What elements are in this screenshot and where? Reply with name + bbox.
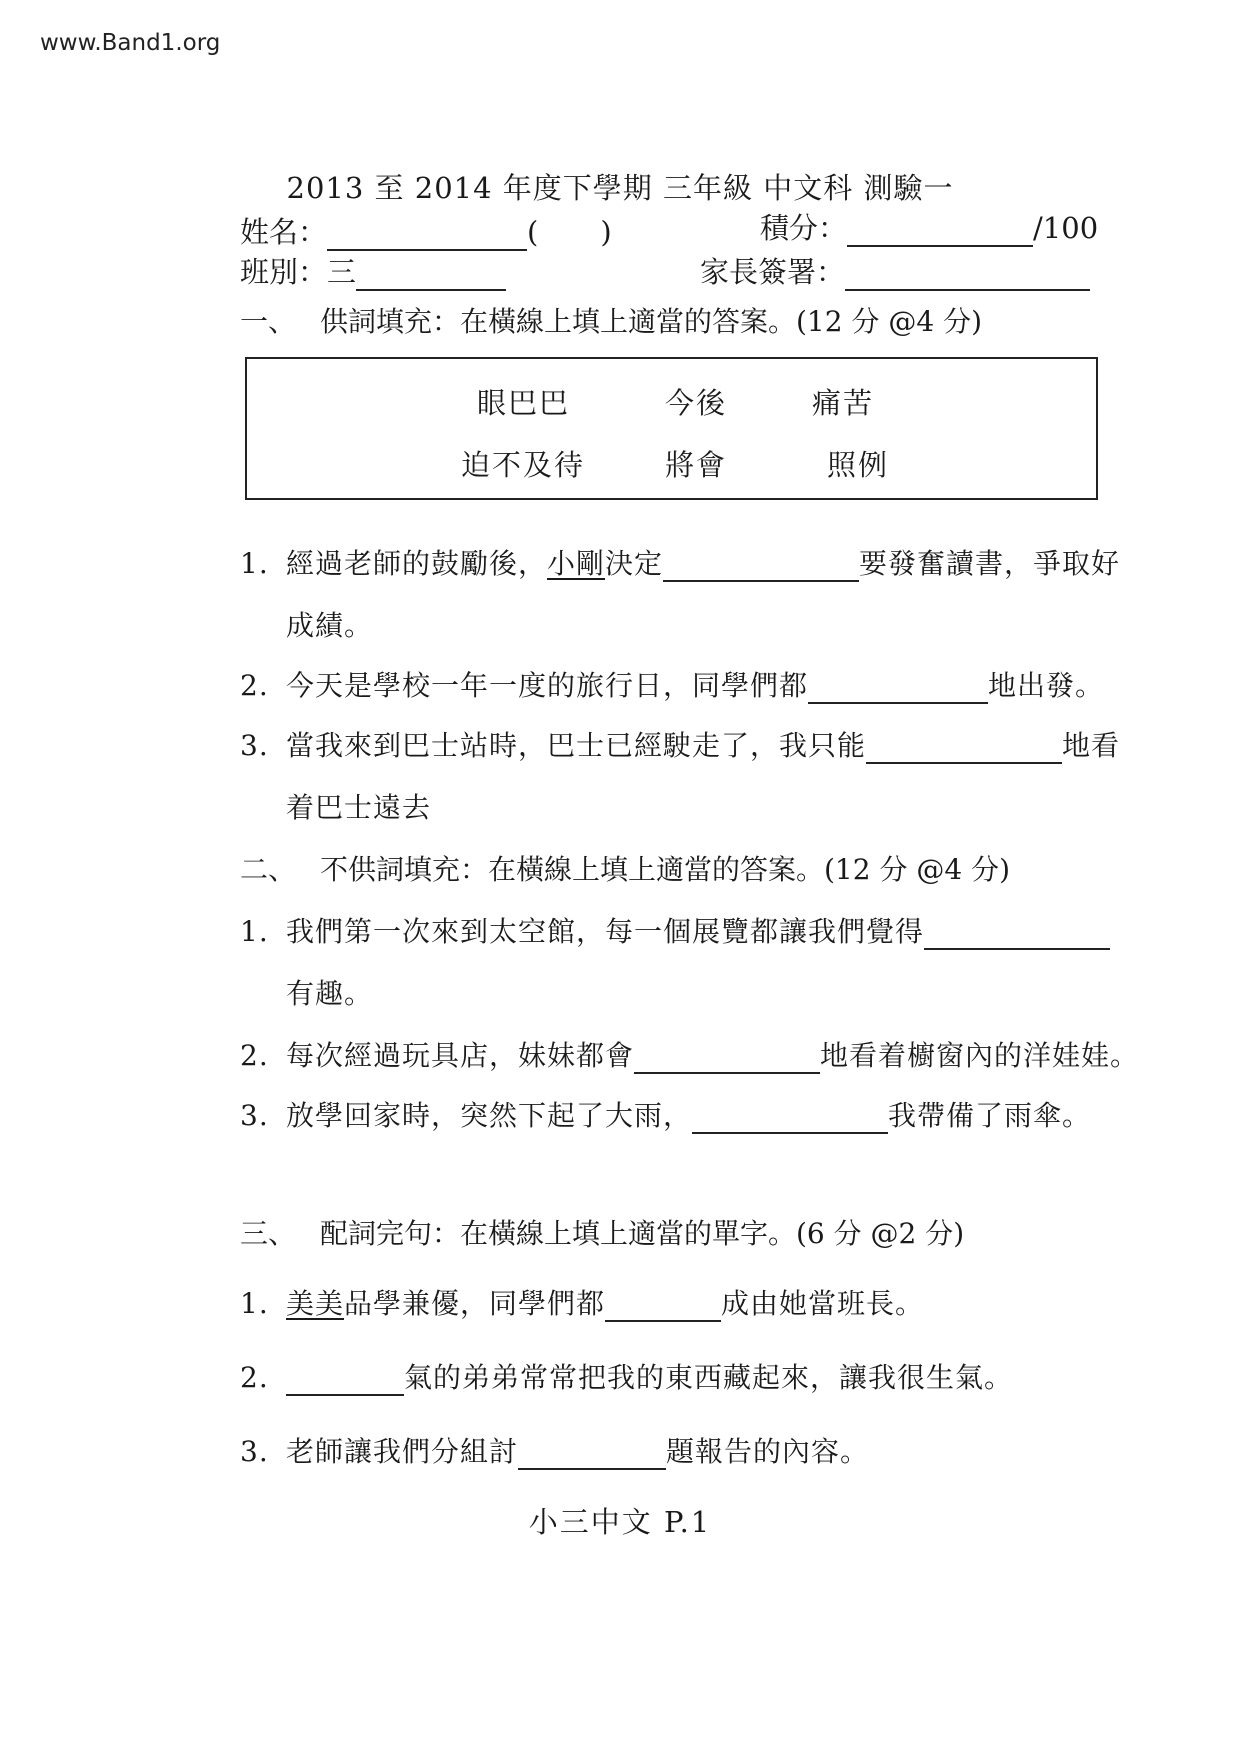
word-bank-item: 照例 <box>827 448 890 482</box>
answer-blank <box>692 1132 888 1134</box>
score-field <box>760 206 1098 247</box>
section-2-heading <box>240 848 1010 888</box>
question-number: 1. <box>240 1287 269 1320</box>
parent-sign-blank <box>845 289 1090 291</box>
question-text: 氣的弟弟常常把我的東西藏起來，讓我很生氣。 <box>404 1361 1014 1394</box>
watermark: www.Band1.org <box>40 30 221 56</box>
page-title: 2013 至 2014 年度下學期 三年級 中文科 測驗一 <box>286 171 954 205</box>
class-label: 班別：三 <box>240 255 357 289</box>
word-bank-item: 將會 <box>665 448 728 482</box>
question-number: 3. <box>240 1099 269 1132</box>
question-text: 決定 <box>605 547 664 580</box>
answer-blank <box>634 1072 820 1074</box>
word-bank <box>245 357 1098 500</box>
class-field <box>240 250 506 291</box>
question-number: 2. <box>240 1361 269 1394</box>
underlined-name: 小剛 <box>547 547 606 580</box>
question-text: 當我來到巴士站時，巴士已經駛走了，我只能 <box>286 729 867 762</box>
section-number: 三、 <box>240 1217 297 1250</box>
word-bank-item: 今後 <box>665 386 728 420</box>
question <box>240 1034 1139 1074</box>
section-number: 一、 <box>240 305 297 338</box>
answer-blank <box>518 1468 666 1470</box>
class-number-open: ( <box>527 215 539 249</box>
question-text: 老師讓我們分組討 <box>286 1435 519 1468</box>
score-label: 積分： <box>760 211 848 245</box>
question-number: 2. <box>240 669 269 702</box>
question-text: 今天是學校一年一度的旅行日，同學們都 <box>286 669 809 702</box>
question-text: 我們第一次來到太空館，每一個展覽都讓我們覺得 <box>286 915 925 948</box>
question-text: 地看 <box>1062 729 1121 762</box>
answer-blank <box>286 1394 404 1396</box>
score-total: /100 <box>1033 211 1099 245</box>
question-number: 2. <box>240 1039 269 1072</box>
question-text: 地出發。 <box>988 669 1105 702</box>
section-number: 二、 <box>240 853 297 886</box>
question-text: 經過老師的鼓勵後， <box>286 547 548 580</box>
answer-blank <box>605 1320 721 1322</box>
section-3-heading <box>240 1212 964 1252</box>
question <box>240 1356 1013 1396</box>
section-title: 供詞填充：在橫線上填上適當的答案。(12 分 @4 分) <box>320 305 982 338</box>
question-text: 我帶備了雨傘。 <box>888 1099 1092 1132</box>
word-bank-item: 迫不及待 <box>461 448 586 482</box>
question <box>240 910 1110 950</box>
question-text: 每次經過玩具店，妹妹都會 <box>286 1039 635 1072</box>
section-1-heading <box>240 300 982 340</box>
question-number: 1. <box>240 547 269 580</box>
question <box>240 1430 869 1470</box>
name-label: 姓名： <box>240 215 328 249</box>
question-number: 3. <box>240 729 269 762</box>
question-text: 品學兼優，同學們都 <box>344 1287 606 1320</box>
word-bank-item: 痛苦 <box>812 386 875 420</box>
question <box>240 1094 1091 1134</box>
question-text: 成由她當班長。 <box>721 1287 925 1320</box>
question-continuation: 着巴士遠去 <box>286 791 432 824</box>
question <box>240 1282 924 1322</box>
class-blank <box>356 289 506 291</box>
question-number: 3. <box>240 1435 269 1468</box>
answer-blank <box>866 762 1062 764</box>
answer-blank <box>808 702 988 704</box>
answer-blank <box>924 948 1110 950</box>
class-number-close: ) <box>600 215 612 249</box>
section-title: 配詞完句：在橫線上填上適當的單字。(6 分 @2 分) <box>320 1217 965 1250</box>
question-continuation: 成績。 <box>286 609 374 642</box>
question-text: 放學回家時，突然下起了大雨， <box>286 1099 693 1132</box>
word-bank-item: 眼巴巴 <box>477 386 571 420</box>
parent-sign-field <box>700 250 1090 291</box>
question-text: 題報告的內容。 <box>666 1435 870 1468</box>
score-blank <box>847 245 1033 247</box>
question-number: 1. <box>240 915 269 948</box>
question-text: 地看着櫥窗內的洋娃娃。 <box>820 1039 1140 1072</box>
question <box>240 664 1104 704</box>
page-footer: 小三中文 P.1 <box>528 1505 712 1539</box>
answer-blank <box>663 580 859 582</box>
question <box>240 724 1120 764</box>
underlined-name: 美美 <box>286 1287 345 1320</box>
question-continuation: 有趣。 <box>286 977 374 1010</box>
question-text: 要發奮讀書，爭取好 <box>859 547 1121 580</box>
question <box>240 542 1120 582</box>
name-field <box>240 210 612 251</box>
section-title: 不供詞填充：在橫線上填上適當的答案。(12 分 @4 分) <box>320 853 1010 886</box>
parent-sign-label: 家長簽署： <box>700 255 846 289</box>
